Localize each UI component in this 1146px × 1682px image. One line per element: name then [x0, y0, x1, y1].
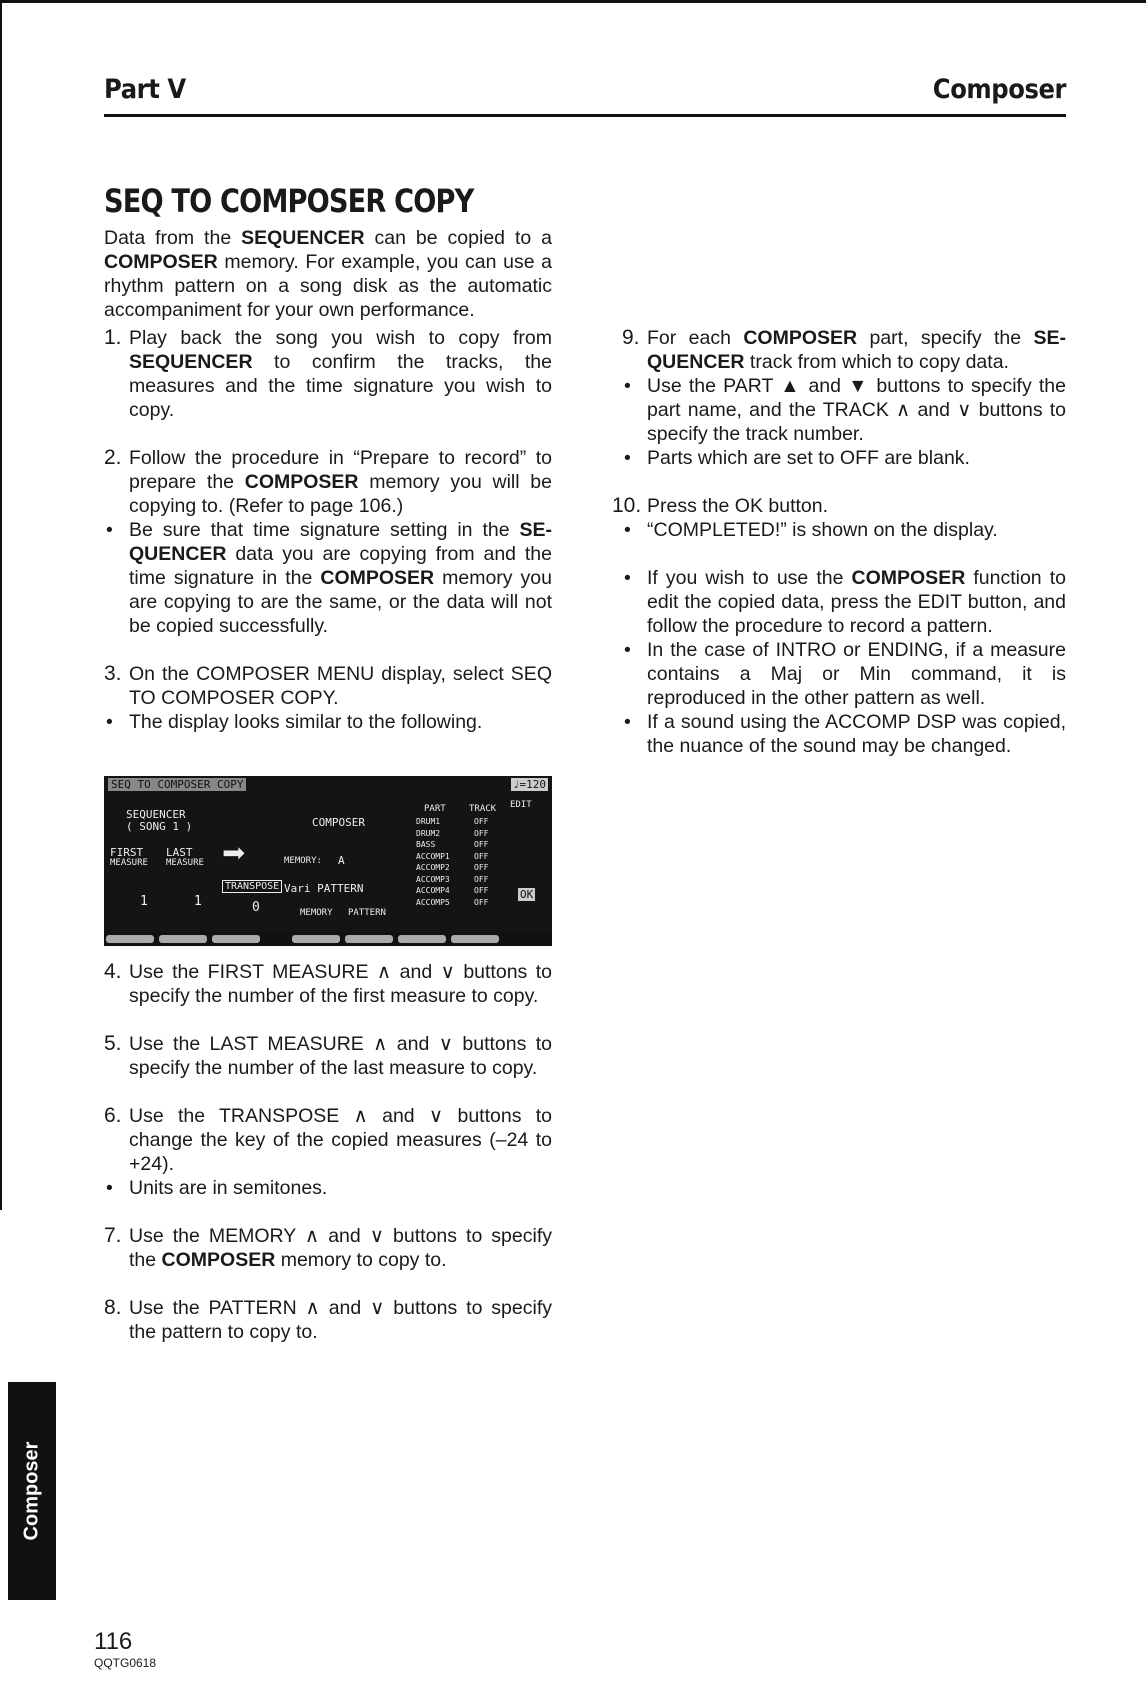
- last-label: LAST: [166, 846, 193, 859]
- part-name: BASS: [416, 840, 436, 849]
- page-number: 116: [94, 1628, 133, 1655]
- part-name: DRUM1: [416, 817, 441, 826]
- step-9-note-1: • Use the PART ▲ and ▼ buttons to specify the part name, and the TRACK ∧ and ∨ buttons to specify the track number.: [622, 374, 1066, 446]
- track-value[interactable]: OFF: [474, 840, 489, 849]
- step-8: 8. Use the PATTERN ∧ and ∨ buttons to specify the pattern to copy to.: [104, 1296, 552, 1343]
- step-6: 6. Use the TRANSPOSE ∧ and ∨ buttons to change the key of the copied measures (–24 to +24).: [104, 1104, 552, 1175]
- step-6-note: • Units are in semitones.: [104, 1176, 552, 1200]
- song-label: ( SONG 1 ): [126, 820, 193, 833]
- composer-label: COMPOSER: [312, 816, 365, 829]
- note-accomp-dsp: • If a sound using the ACCOMP DSP was copied, the nuance of the sound may be changed.: [622, 710, 1066, 758]
- softkey-track[interactable]: [451, 935, 499, 943]
- first-label: FIRST: [110, 846, 144, 859]
- part-name: ACCOMP1: [416, 851, 450, 861]
- memory-button-label: MEMORY: [300, 908, 333, 918]
- lcd-display: [104, 776, 552, 946]
- last-measure-label: MEASURE: [166, 858, 204, 868]
- section-header: Composer: [932, 74, 1066, 105]
- part-name: ACCOMP4: [416, 886, 450, 895]
- track-value[interactable]: OFF: [474, 886, 489, 895]
- part-name: ACCOMP2: [416, 863, 450, 872]
- section-tab-label: Composer: [20, 1441, 43, 1541]
- step-3: 3. On the COMPOSER MENU display, select SEQ TO COMPOSER COPY.: [104, 662, 552, 709]
- softkey-memory[interactable]: [292, 935, 340, 943]
- top-rule: [0, 0, 1146, 3]
- pattern-button-label: PATTERN: [348, 908, 386, 918]
- step-4: 4. Use the FIRST MEASURE ∧ and ∨ buttons to specify the number of the first measure to copy.: [104, 960, 552, 1007]
- document-code: QQTG0618: [94, 1656, 157, 1670]
- track-value[interactable]: OFF: [474, 863, 489, 872]
- part-name: ACCOMP5: [416, 897, 450, 907]
- step-2: 2. Follow the procedure in “Prepare to record” to prepare the COMPOSER memory you will be copying to. (Refer to page 106.): [104, 446, 552, 517]
- part-name: DRUM2: [416, 828, 441, 838]
- softkey-pattern[interactable]: [345, 935, 393, 943]
- tempo-indicator: ♩=120: [512, 778, 546, 791]
- sequencer-label: SEQUENCER: [126, 808, 186, 821]
- intro-paragraph: Data from the SEQUENCER can be copied to a COMPOSER memory. For example, you can use a rhythm pattern on a song disk as the automatic accompaniment for your own performance.: [104, 227, 552, 321]
- note-edit: • If you wish to use the COMPOSER function to edit the copied data, press the EDIT button, and follow the procedure to record a pattern.: [622, 566, 1066, 638]
- track-value[interactable]: OFF: [474, 897, 489, 907]
- track-value[interactable]: OFF: [474, 817, 489, 826]
- step-2-note: • Be sure that time signature setting in the SE-QUENCER data you are copying from and the time signature in the COMPOSER memory you are copying to are the same, or the data will not be copied successfully.: [104, 518, 552, 638]
- header-rule: [104, 114, 1066, 117]
- section-tab: [8, 1382, 56, 1600]
- arrow-icon: ➡: [222, 831, 247, 877]
- left-rule: [0, 0, 2, 1210]
- last-measure-value[interactable]: 1: [194, 894, 202, 909]
- track-value[interactable]: OFF: [474, 874, 489, 884]
- edit-button[interactable]: EDIT: [510, 800, 532, 810]
- step-3-note: • The display looks similar to the following.: [104, 710, 552, 734]
- step-10-note: • “COMPLETED!” is shown on the display.: [622, 518, 1066, 542]
- softkey-part[interactable]: [398, 935, 446, 943]
- track-list: [474, 816, 488, 908]
- left-column: [104, 326, 552, 734]
- step-1: 1. Play back the song you wish to copy from SEQUENCER to confirm the tracks, the measures and the time signature you wish to copy.: [104, 326, 552, 421]
- step-7: 7. Use the MEMORY ∧ and ∨ buttons to specify the COMPOSER memory to copy to.: [104, 1224, 552, 1271]
- transpose-label: TRANSPOSE: [222, 880, 282, 893]
- track-value[interactable]: OFF: [474, 851, 489, 861]
- softkey-first-measure[interactable]: [106, 935, 154, 943]
- track-header: TRACK: [469, 804, 497, 814]
- pattern-value[interactable]: Vari PATTERN: [284, 882, 364, 895]
- right-column: [612, 326, 1066, 758]
- step-9-note-2: • Parts which are set to OFF are blank.: [622, 446, 1066, 470]
- track-value[interactable]: OFF: [474, 828, 489, 838]
- first-measure-value[interactable]: 1: [140, 894, 148, 909]
- page-title: SEQ TO COMPOSER COPY: [104, 182, 474, 220]
- transpose-value[interactable]: 0: [252, 900, 260, 915]
- part-list: [416, 816, 450, 908]
- step-10: 10. Press the OK button.: [612, 494, 829, 517]
- step-5: 5. Use the LAST MEASURE ∧ and ∨ buttons to specify the number of the last measure to copy.: [104, 1032, 552, 1079]
- ok-button[interactable]: OK: [520, 888, 534, 901]
- step-9: 9. For each COMPOSER part, specify the SE-QUENCER track from which to copy data.: [622, 326, 1066, 373]
- note-intro-ending: • In the case of INTRO or ENDING, if a measure contains a Maj or Min command, it is reproduced in the other pattern as well.: [622, 638, 1066, 710]
- part-name: ACCOMP3: [416, 874, 450, 884]
- memory-label: MEMORY:: [284, 856, 322, 866]
- display-title-bar: SEQ TO COMPOSER COPY: [108, 778, 246, 791]
- part-header: Part V: [104, 74, 186, 105]
- softkey-last-measure[interactable]: [159, 935, 207, 943]
- memory-value[interactable]: A: [338, 854, 345, 867]
- softkey-transpose[interactable]: [212, 935, 260, 943]
- left-column-lower: [104, 960, 552, 1344]
- part-header: PART: [424, 804, 446, 814]
- softkey-row: [104, 932, 552, 946]
- first-measure-label: MEASURE: [110, 858, 148, 868]
